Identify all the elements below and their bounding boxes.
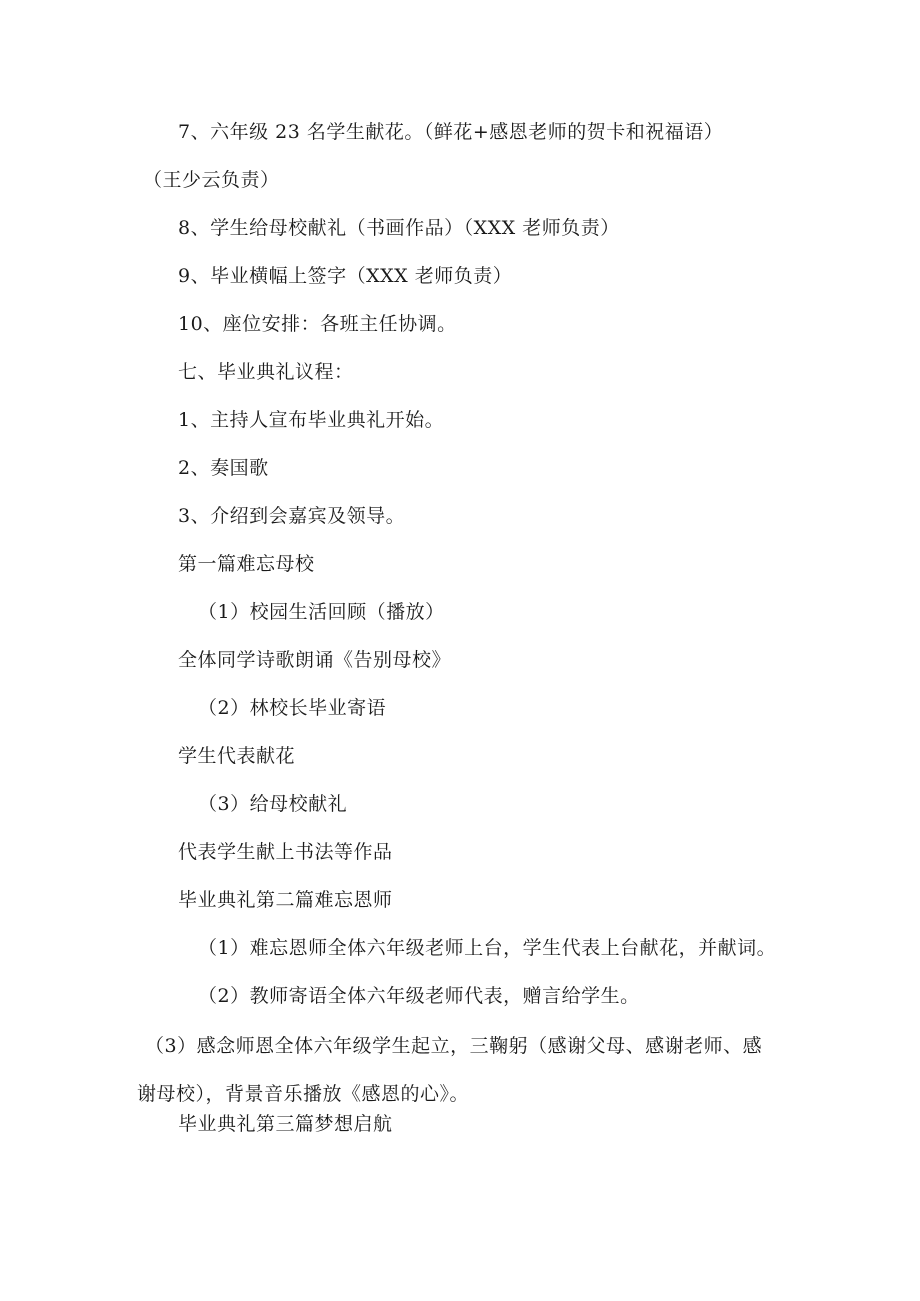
text-line: 3、介绍到会嘉宾及领导。 [178, 505, 406, 527]
text-line: （1）难忘恩师全体六年级老师上台，学生代表上台献花，并献词。 [198, 937, 777, 959]
text-line: 8、学生给母校献礼（书画作品）（XXX 老师负责） [178, 217, 620, 239]
text-line: （2）林校长毕业寄语 [198, 697, 387, 719]
text-line: 学生代表献花 [178, 745, 296, 767]
text-line: （3）感念师恩全体六年级学生起立，三鞠躬（感谢父母、感谢老师、感 [145, 1035, 763, 1057]
section-heading: 毕业典礼第二篇难忘恩师 [178, 889, 393, 911]
text-line: 10、座位安排：各班主任协调。 [178, 313, 457, 335]
text-line: 全体同学诗歌朗诵《告别母校》 [178, 649, 452, 671]
text-line: 代表学生献上书法等作品 [178, 841, 393, 863]
text-line: 7、六年级 23 名学生献花。（鲜花+感恩老师的贺卡和祝福语） [178, 121, 724, 143]
text-line: （2）教师寄语全体六年级老师代表，赠言给学生。 [198, 985, 640, 1007]
section-heading: 七、毕业典礼议程： [178, 361, 354, 383]
text-line: 1、主持人宣布毕业典礼开始。 [178, 409, 445, 431]
text-line: （1）校园生活回顾（播放） [198, 601, 445, 623]
section-heading: 毕业典礼第三篇梦想启航 [178, 1113, 393, 1135]
section-heading: 第一篇难忘母校 [178, 553, 315, 575]
text-line: 谢母校），背景音乐播放《感恩的心》。 [137, 1083, 470, 1105]
text-line: （3）给母校献礼 [198, 793, 348, 815]
text-line: （王少云负责） [143, 169, 280, 191]
text-line: 9、毕业横幅上签字（XXX 老师负责） [178, 265, 513, 287]
text-line: 2、奏国歌 [178, 457, 269, 479]
